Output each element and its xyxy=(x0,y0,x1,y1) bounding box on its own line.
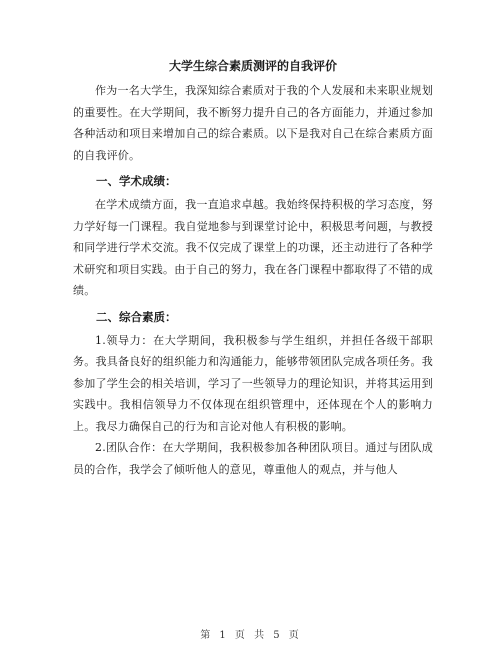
academic-paragraph: 在学术成绩方面，我一直追求卓越。我始终保持积极的学习态度，努力学好每一门课程。我自觉地参与到课堂讨论中，积极思考问题，与教授和同学进行学术交流。我不仅完成了课堂上的功课，还主动进行了各种学术研究和项目实践。由于自己的努力，我在各门课程中都取得了不错的成绩。 xyxy=(73,198,433,297)
document-body xyxy=(73,58,433,480)
document-title: 大学生综合素质测评的自我评价 xyxy=(168,59,337,73)
section-heading-overall: 二、综合素质： xyxy=(96,309,177,324)
intro-paragraph: 作为一名大学生，我深知综合素质对于我的个人发展和未来职业规划的重要性。在大学期间，我不断努力提升自己的各方面能力，并通过参加各种活动和项目来增加自己的综合素质。以下是我对自己在综合素质方面的自我评价。 xyxy=(73,84,433,162)
teamwork-paragraph: 2.团队合作：在大学期间，我积极参加各种团队项目。通过与团队成员的合作，我学会了倾听他人的意见，尊重他人的观点，并与他人 xyxy=(73,441,433,476)
leadership-paragraph: 1.领导力：在大学期间，我积极参与学生组织，并担任各级干部职务。我具备良好的组织能力和沟通能力，能够带领团队完成各项任务。我参加了学生会的相关培训，学习了一些领导力的理论知识，并将其运用到实践中。我相信领导力不仅体现在组织管理中，还体现在个人的影响力上。我尽力确保自己的行为和言论对他人有积极的影响。 xyxy=(73,333,433,433)
section-heading-academic: 一、学术成绩： xyxy=(96,174,177,188)
page-indicator: 第 1 页 共 5 页 xyxy=(200,630,302,641)
